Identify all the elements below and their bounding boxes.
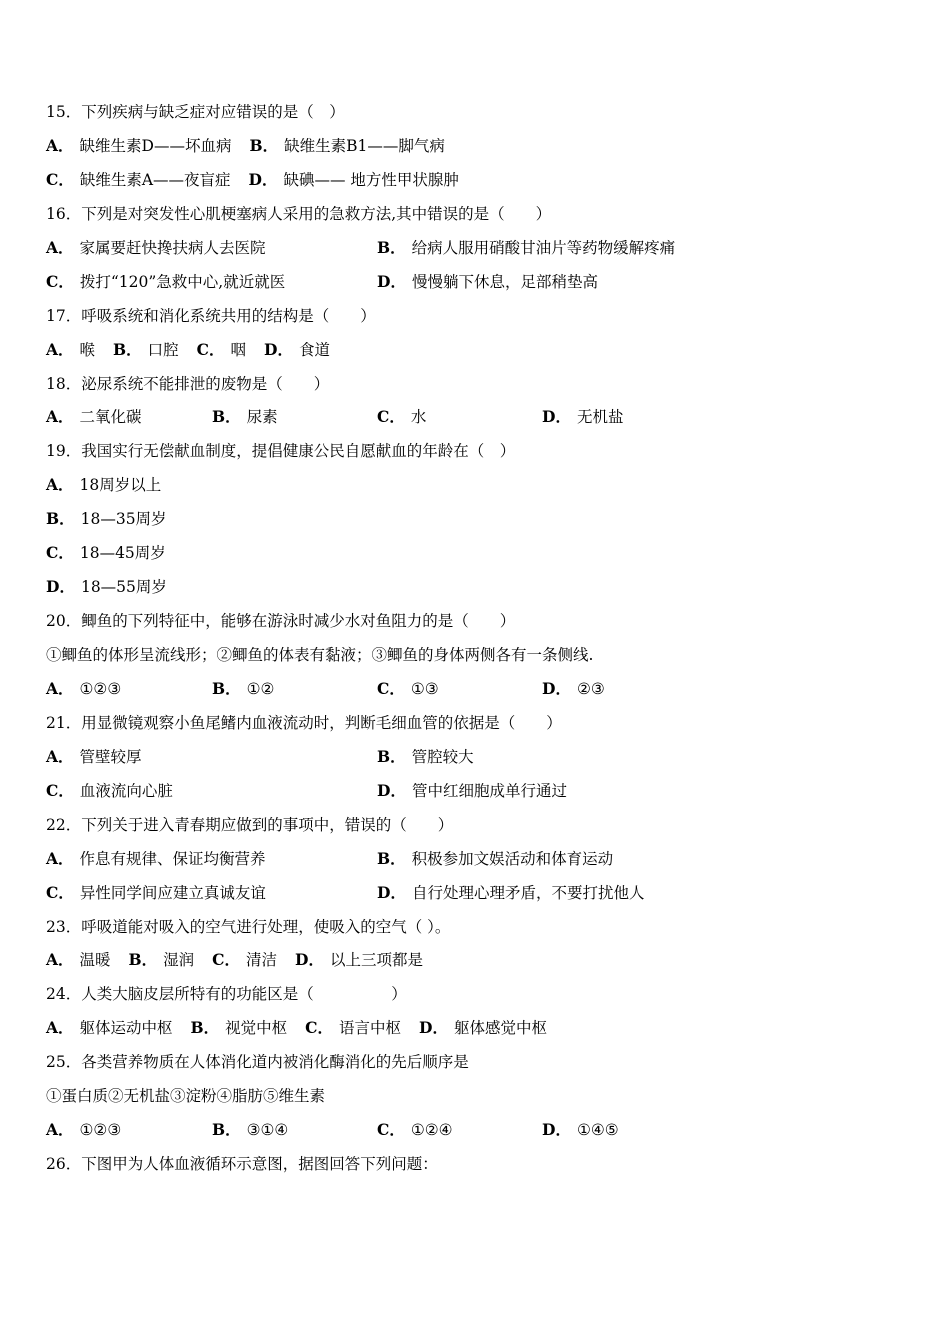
option-label: D．: [377, 882, 406, 902]
option-label: A．: [46, 475, 74, 495]
option: [46, 951, 111, 969]
option: [542, 1119, 619, 1141]
option-text: 作息有规律、保证均衡营养: [79, 849, 266, 868]
option-text: 水: [410, 408, 427, 427]
text-line: [46, 848, 906, 882]
question-stem: [46, 101, 906, 135]
text-line: [46, 135, 906, 169]
question-stem: [46, 1051, 906, 1085]
question-number: 16．: [46, 204, 82, 223]
text-line: [46, 542, 906, 576]
option: [46, 578, 167, 596]
text-line: [46, 1017, 906, 1051]
option: [377, 848, 613, 870]
option-label: C．: [212, 950, 241, 970]
option-text: 湿润: [163, 951, 195, 970]
option-text: 口腔: [147, 340, 179, 359]
question-number: 19．: [46, 442, 82, 461]
option: [113, 341, 179, 359]
text-line: [46, 882, 906, 916]
option-text: ②③: [576, 679, 605, 698]
option-label: B．: [46, 509, 75, 529]
option-label: A．: [46, 746, 74, 766]
text-line: [46, 406, 906, 440]
option: [46, 510, 167, 528]
option: [46, 1119, 121, 1141]
text-line: [46, 644, 906, 678]
option: [249, 137, 444, 155]
question-statement: ①蛋白质②无机盐③淀粉④脂肪⑤维生素: [46, 1087, 326, 1106]
option-text: 管中红细胞成单行通过: [411, 781, 567, 800]
option-label: B．: [377, 848, 406, 868]
option-label: C．: [46, 543, 74, 563]
question-stem: [46, 983, 906, 1017]
option-text: 18周岁以上: [79, 476, 162, 495]
option: [419, 1019, 547, 1037]
option-label: D．: [295, 950, 324, 970]
option: [129, 951, 195, 969]
option-label: B．: [212, 1120, 241, 1140]
question-stem: [46, 610, 906, 644]
option-text: 缺维生素D——坏血病: [79, 136, 232, 155]
option-text: 18—45周岁: [79, 544, 166, 563]
question-text: 呼吸系统和消化系统共用的结构是（ ）: [81, 306, 376, 325]
option-label: B．: [212, 407, 241, 427]
option-text: 自行处理心理矛盾，不要打扰他人: [411, 883, 645, 902]
option: [377, 678, 439, 700]
option: [46, 406, 142, 428]
option: [249, 171, 459, 189]
option-label: B．: [190, 1018, 220, 1038]
option: [212, 951, 277, 969]
option-label: C．: [46, 271, 74, 291]
option: [46, 544, 166, 562]
question-text: 我国实行无偿献血制度，提倡健康公民自愿献血的年龄在（ ）: [81, 442, 516, 461]
option-text: ①②③: [79, 679, 122, 698]
option-label: A．: [46, 135, 74, 155]
question-number: 23．: [46, 917, 82, 936]
option: [295, 951, 423, 969]
option: [377, 271, 598, 293]
option: [212, 406, 278, 428]
option-text: 躯体感觉中枢: [453, 1019, 547, 1038]
option-text: 18—55周岁: [80, 578, 167, 597]
question-text: 下列关于进入青春期应做到的事项中，错误的（ ）: [81, 815, 454, 834]
text-line: [46, 576, 906, 610]
option-text: ①③: [410, 679, 439, 698]
question-text: 各类营养物质在人体消化道内被消化酶消化的先后顺序是: [81, 1053, 469, 1072]
option-text: ③①④: [246, 1121, 289, 1140]
option: [542, 678, 605, 700]
option-text: 喉: [79, 340, 96, 359]
option-text: 食道: [298, 340, 330, 359]
option: [377, 882, 644, 904]
option-text: 缺维生素A——夜盲症: [79, 170, 231, 189]
option-label: A．: [46, 1120, 74, 1140]
option: [197, 341, 246, 359]
question-number: 22．: [46, 815, 82, 834]
option: [46, 476, 161, 494]
question-statement: ①鲫鱼的体形呈流线形；②鲫鱼的体表有黏液；③鲫鱼的身体两侧各有一条侧线.: [46, 646, 594, 664]
question-text: 下图甲为人体血液循环示意图，据图回答下列问题：: [81, 1155, 438, 1174]
option-text: 18—35周岁: [80, 510, 167, 529]
option-text: 缺维生素B1——脚气病: [284, 136, 445, 155]
option: [46, 678, 121, 700]
option-text: 视觉中枢: [225, 1019, 288, 1038]
option-text: 管腔较大: [411, 747, 474, 766]
option-label: D．: [248, 169, 278, 189]
option-label: A．: [46, 237, 74, 257]
option-text: 异性同学间应建立真诚友谊: [79, 883, 266, 902]
question-text: 用显微镜观察小鱼尾鳍内血液流动时，判断毛细血管的依据是（ ）: [81, 713, 562, 732]
option-label: D．: [419, 1018, 448, 1038]
option-label: B．: [212, 678, 241, 698]
option-text: ①②④: [410, 1121, 453, 1140]
question-text: 呼吸道能对吸入的空气进行处理，使吸入的空气（ ）。: [81, 917, 451, 936]
question-number: 20．: [46, 612, 82, 631]
question-stem: [46, 814, 906, 848]
option: [212, 678, 274, 700]
option-label: C．: [46, 882, 74, 902]
question-number: 21．: [46, 713, 82, 732]
document-page: [46, 101, 906, 1187]
option-text: ①②③: [79, 1121, 122, 1140]
option-text: 拨打“120”急救中心,就近就医: [79, 272, 286, 291]
option-text: 温暖: [79, 951, 111, 970]
option-label: B．: [128, 950, 158, 970]
question-stem: [46, 1153, 906, 1187]
option-text: 缺碘—— 地方性甲状腺肿: [283, 170, 459, 189]
question-number: 18．: [46, 374, 82, 393]
question-stem: [46, 373, 906, 407]
option-label: C．: [377, 407, 405, 427]
option-text: 家属要赶快搀扶病人去医院: [79, 238, 266, 257]
option-text: 咽: [230, 340, 247, 359]
option-text: 积极参加文娱活动和体育运动: [411, 849, 614, 868]
option: [377, 406, 426, 428]
text-line: [46, 169, 906, 203]
text-line: [46, 237, 906, 271]
option-text: ①②: [246, 679, 275, 698]
text-line: [46, 1085, 906, 1119]
option: [264, 341, 330, 359]
option-label: A．: [46, 407, 74, 427]
text-line: [46, 678, 906, 712]
option: [46, 271, 285, 293]
option: [377, 237, 675, 259]
option-label: B．: [249, 135, 279, 155]
question-stem: [46, 305, 906, 339]
option: [46, 848, 266, 870]
option-label: A．: [46, 678, 74, 698]
option-label: D．: [542, 678, 571, 698]
option-text: 清洁: [246, 951, 278, 970]
text-line: [46, 746, 906, 780]
question-number: 17．: [46, 306, 82, 325]
option-text: 给病人服用硝酸甘油片等药物缓解疼痛: [411, 238, 676, 257]
option-text: 语言中枢: [339, 1019, 402, 1038]
option: [46, 882, 266, 904]
option-label: C．: [305, 1018, 334, 1038]
question-stem: [46, 712, 906, 746]
option: [46, 746, 142, 768]
option-text: 以上三项都是: [329, 951, 423, 970]
question-number: 25．: [46, 1053, 82, 1072]
text-line: [46, 949, 906, 983]
option-label: B．: [377, 746, 406, 766]
option-label: C．: [46, 780, 74, 800]
option-text: 无机盐: [576, 408, 624, 427]
option: [212, 1119, 288, 1141]
option: [46, 341, 95, 359]
text-line: [46, 339, 906, 373]
option: [377, 746, 474, 768]
option: [191, 1019, 288, 1037]
option-text: 躯体运动中枢: [79, 1019, 173, 1038]
question-text: 下列疾病与缺乏症对应错误的是（ ）: [81, 103, 345, 121]
option: [542, 406, 623, 428]
option: [46, 780, 173, 802]
option-text: 慢慢躺下休息，足部稍垫高: [411, 272, 598, 291]
text-line: [46, 271, 906, 305]
option-label: A．: [46, 339, 74, 359]
option-label: A．: [46, 950, 74, 970]
option-text: 血液流向心脏: [79, 781, 173, 800]
option: [46, 1019, 173, 1037]
option-label: B．: [377, 237, 406, 257]
option: [377, 780, 567, 802]
question-text: 鲫鱼的下列特征中，能够在游泳时减少水对鱼阻力的是（ ）: [81, 612, 516, 631]
question-stem: [46, 440, 906, 474]
option-label: C．: [377, 1120, 405, 1140]
text-line: [46, 474, 906, 508]
option-text: ①④⑤: [576, 1121, 619, 1140]
text-line: [46, 1119, 906, 1153]
option-label: D．: [542, 407, 571, 427]
option-label: B．: [113, 339, 142, 359]
question-stem: [46, 203, 906, 237]
option: [46, 137, 231, 155]
option: [377, 1119, 453, 1141]
option-label: C．: [46, 169, 74, 189]
option-label: C．: [196, 339, 225, 359]
option-text: 二氧化碳: [79, 408, 142, 427]
option: [46, 171, 231, 189]
option-label: D．: [542, 1120, 571, 1140]
option-text: 尿素: [246, 408, 278, 427]
option-text: 管壁较厚: [79, 747, 142, 766]
question-text: 泌尿系统不能排泄的废物是（ ）: [81, 374, 330, 393]
option-label: D．: [377, 271, 406, 291]
question-number: 26．: [46, 1155, 82, 1174]
option-label: D．: [377, 780, 406, 800]
option: [305, 1019, 401, 1037]
question-number: 24．: [46, 985, 82, 1004]
text-line: [46, 780, 906, 814]
option-label: C．: [377, 678, 405, 698]
question-text: 人类大脑皮层所特有的功能区是（ ）: [81, 985, 407, 1004]
question-text: 下列是对突发性心肌梗塞病人采用的急救方法,其中错误的是（ ）: [81, 204, 552, 223]
option-label: A．: [46, 1018, 74, 1038]
option: [46, 237, 266, 259]
question-number: 15．: [46, 103, 82, 121]
text-line: [46, 508, 906, 542]
option-label: D．: [46, 577, 75, 597]
question-stem: [46, 916, 906, 950]
option-label: D．: [264, 339, 293, 359]
option-label: A．: [46, 848, 74, 868]
